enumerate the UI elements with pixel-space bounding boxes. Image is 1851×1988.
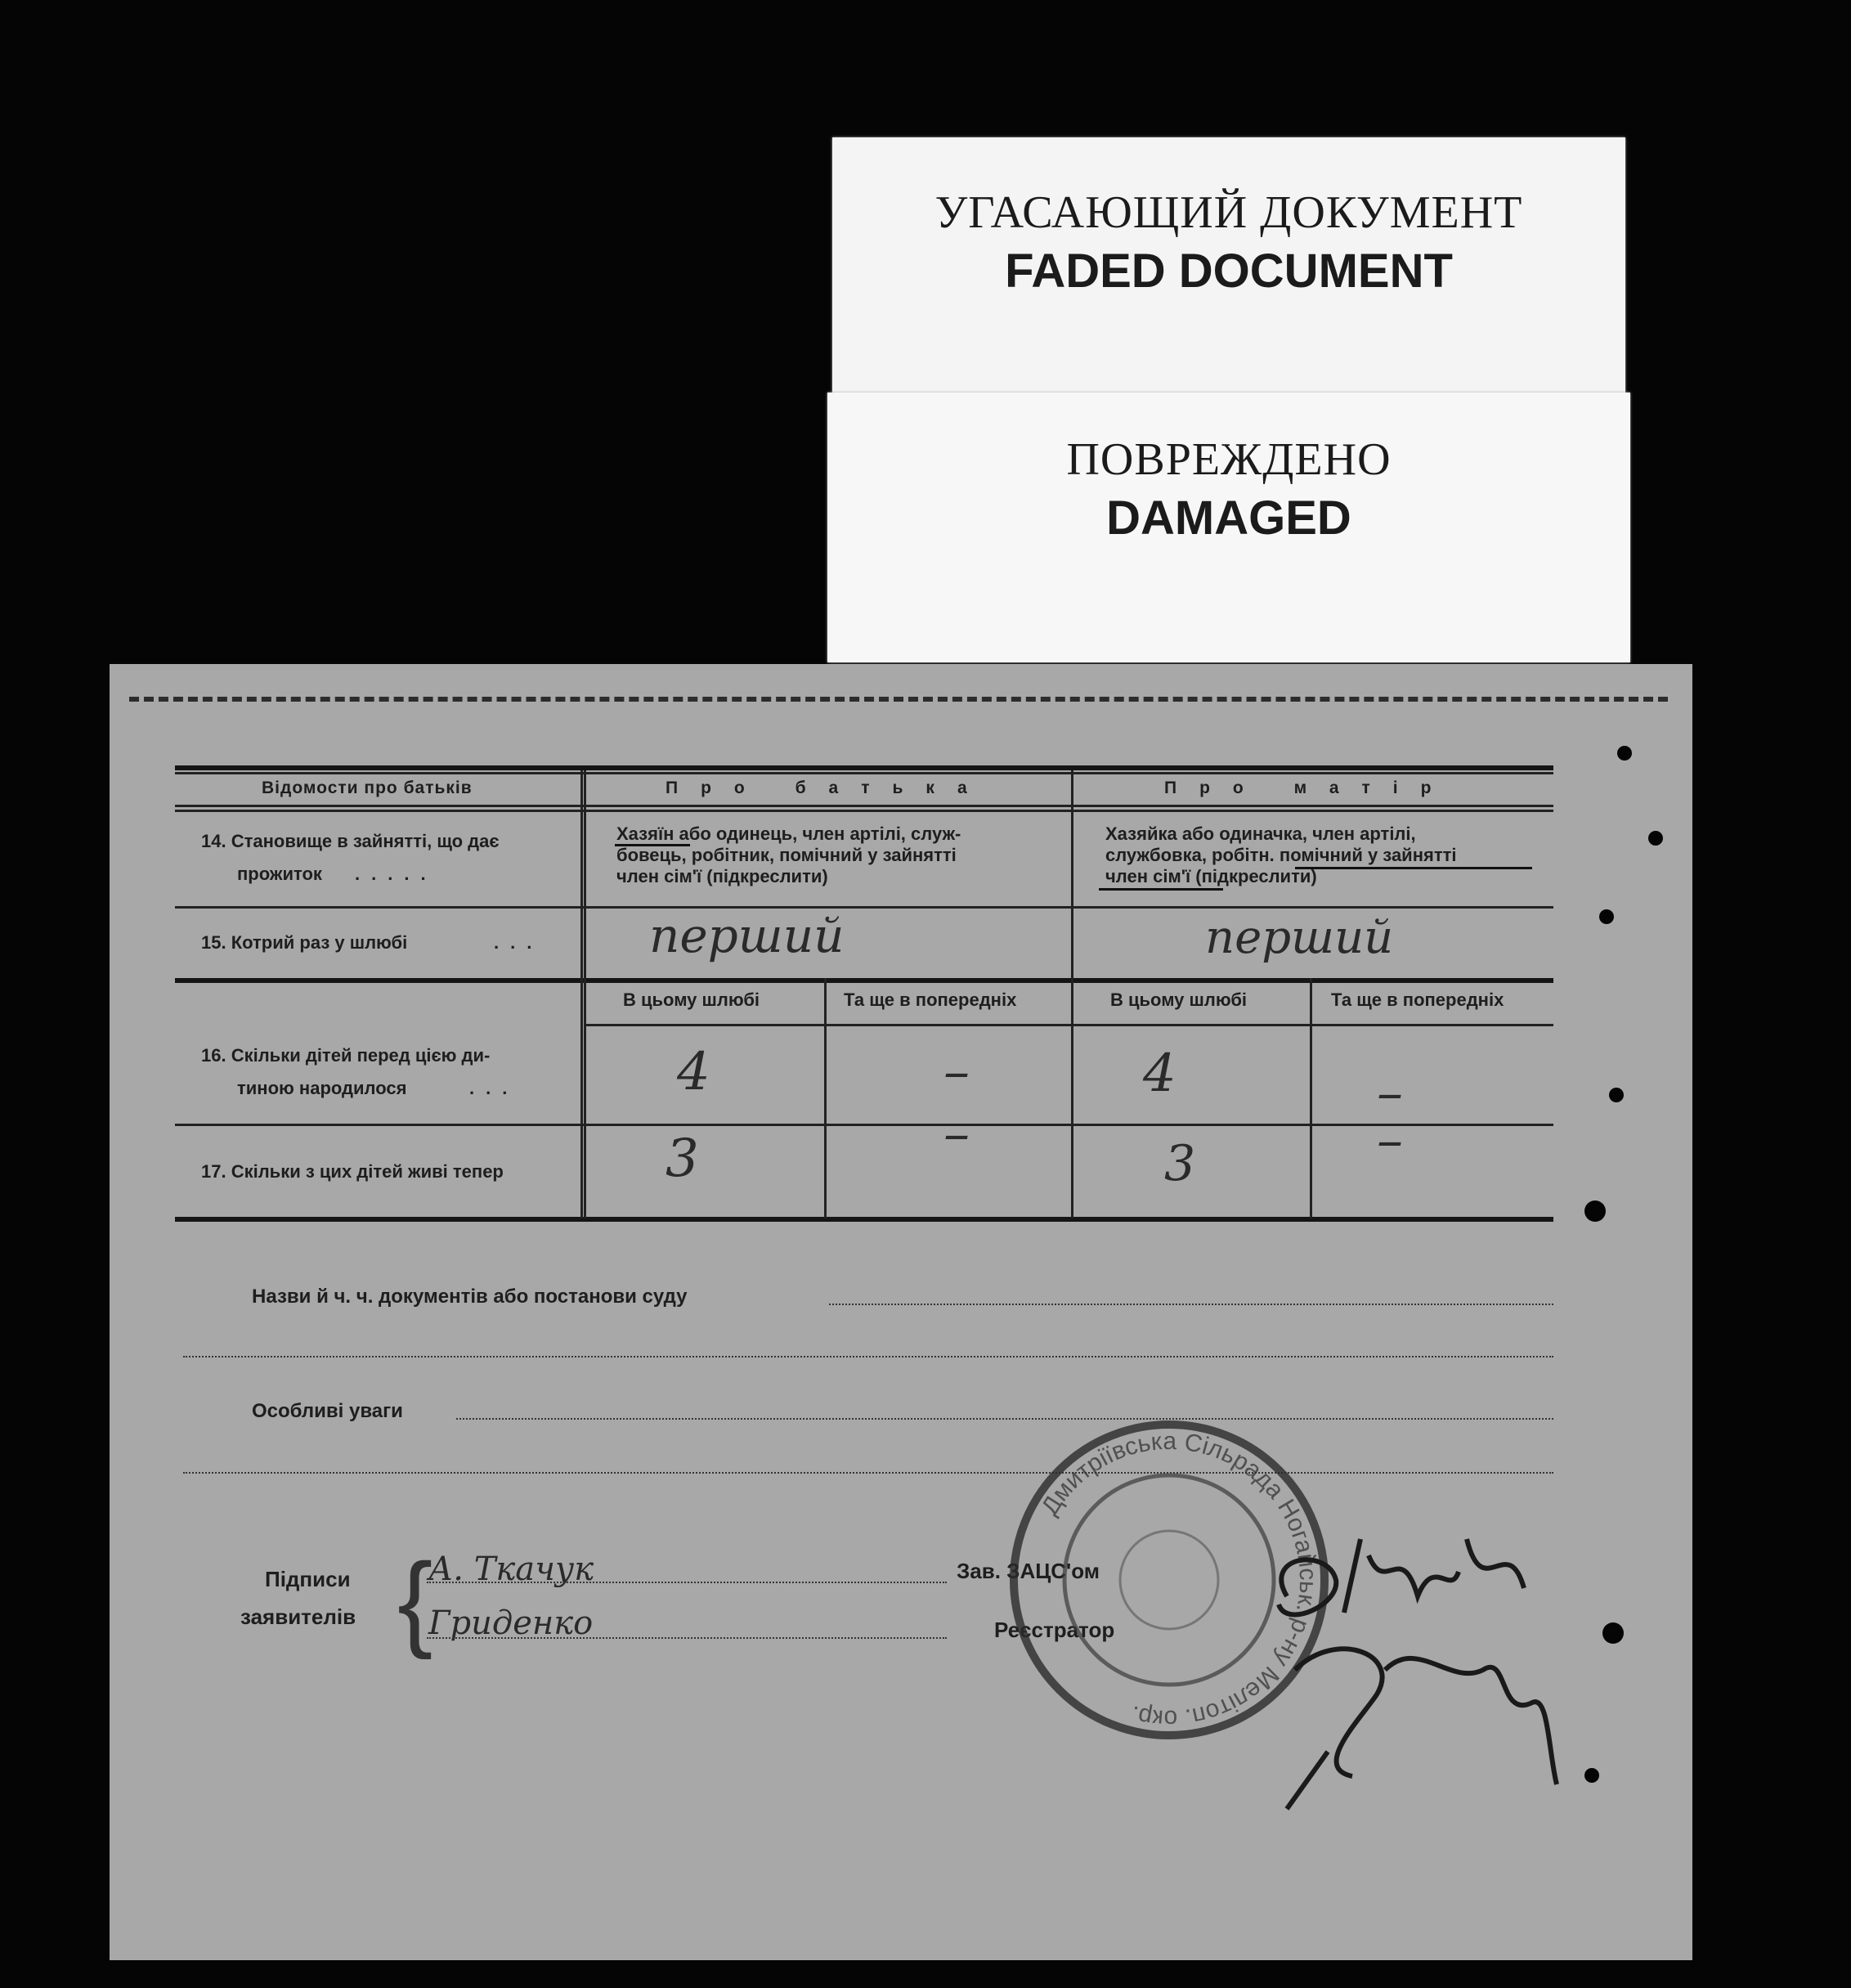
faded-document-card — [832, 137, 1625, 407]
faded-label-ru: УГАСАЮЩИЙ ДОКУМЕНТ — [934, 187, 1523, 238]
edge-hole — [1584, 1200, 1606, 1222]
header-parents-info: Відомости про батьків — [262, 779, 473, 797]
table-top-rule-2 — [175, 772, 1553, 774]
remarks-line-1 — [456, 1418, 1553, 1420]
row16-label-1: 16. Скільки дітей перед цією ди- — [201, 1045, 491, 1066]
documents-line-1 — [829, 1304, 1553, 1305]
signature-line-2 — [427, 1637, 947, 1639]
col-divider-1 — [580, 770, 583, 1218]
col-divider-3 — [1071, 770, 1073, 1218]
sub-father-this: В цьому шлюбі — [623, 990, 760, 1010]
header-rule-2 — [175, 810, 1553, 812]
edge-hole — [1599, 909, 1614, 924]
signature-brace: { — [397, 1541, 433, 1660]
row15-dots: ... — [494, 932, 544, 953]
row16-father-this: 4 — [677, 1042, 710, 1102]
row14-father-1: Хазяїн або одинець, член артілі, служ- — [616, 823, 961, 844]
col-divider-4 — [1310, 978, 1312, 1218]
mother-underline-2 — [1099, 888, 1223, 891]
subheader-rule — [584, 1024, 1553, 1026]
edge-hole — [1648, 831, 1663, 846]
row14-label-1: 14. Становище в зайнятті, що дає — [201, 831, 500, 851]
signatures-label-2: заявителів — [240, 1604, 356, 1629]
edge-hole — [1602, 1622, 1624, 1644]
mother-underline-1 — [1295, 867, 1532, 869]
official-signature — [1238, 1506, 1647, 1850]
sub-mother-this: В цьому шлюбі — [1110, 990, 1248, 1010]
signature-1: А. Ткачук — [428, 1550, 594, 1588]
table-top-rule — [175, 765, 1553, 770]
damaged-card — [827, 393, 1630, 662]
row17-label: 17. Скільки з цих дітей живі тепер — [201, 1161, 504, 1182]
header-rule — [175, 805, 1553, 807]
row17-mother-this: 3 — [1164, 1135, 1196, 1192]
row14-father-3: член сім'ї (підкреслити) — [616, 866, 828, 886]
head-label: Зав. ЗАЦС'ом — [957, 1559, 1100, 1583]
row16-mother-prev: – — [1377, 1063, 1403, 1124]
row15-mother-value: перший — [1205, 911, 1394, 964]
damaged-label-ru: ПОВРЕЖДЕНО — [1066, 434, 1392, 485]
row14-label-2: прожиток — [237, 864, 322, 884]
documents-label: Назви й ч. ч. документів або постанови суду — [252, 1286, 688, 1308]
perforation-line — [129, 697, 1668, 702]
faded-label-en: FADED DOCUMENT — [1005, 245, 1453, 298]
stamp-text: Дмитріївська Сільрада Ногайськ. р-ну Мелітоп. окр. — [1036, 1427, 1322, 1733]
row16-father-prev: – — [943, 1042, 970, 1102]
header-father: Про батька — [666, 779, 990, 797]
row17-father-this: 3 — [666, 1129, 699, 1189]
row14-father-2: бовець, робітник, помічний у зайнятті — [616, 845, 957, 865]
row15-rule — [175, 978, 1553, 983]
row15-label: 15. Котрий раз у шлюбі — [201, 932, 408, 953]
col-divider-1b — [584, 770, 586, 1218]
table-bottom-rule — [175, 1217, 1553, 1222]
edge-hole — [1617, 746, 1632, 761]
damaged-label-en: DAMAGED — [1106, 491, 1351, 545]
documents-line-2 — [183, 1356, 1553, 1357]
signatures-label-1: Підписи — [265, 1567, 351, 1591]
row14-dots: ..... — [355, 864, 437, 884]
header-mother: Про матір — [1164, 779, 1454, 797]
row16-dots: ... — [469, 1078, 519, 1098]
row16-mother-this: 4 — [1143, 1043, 1176, 1104]
col-divider-2 — [824, 978, 827, 1218]
document-sheet — [110, 664, 1692, 1960]
father-underline — [615, 844, 690, 846]
row14-mother-1: Хазяйка або одиначка, член артілі, — [1105, 823, 1416, 844]
row17-father-prev: – — [943, 1104, 970, 1165]
signature-2: Гриденко — [428, 1604, 594, 1642]
edge-hole — [1584, 1768, 1599, 1783]
sub-father-prev: Та ще в попередніх — [844, 990, 1017, 1010]
remarks-label: Особливі уваги — [252, 1400, 403, 1422]
registrar-label: Реєстратор — [994, 1618, 1115, 1642]
row16-rule — [175, 1124, 1553, 1126]
row14-mother-2: службовка, робітн. помічний у зайнятті — [1105, 845, 1457, 865]
signature-line-1 — [427, 1582, 947, 1583]
row15-father-value: перший — [649, 908, 845, 963]
row17-mother-prev: – — [1377, 1111, 1403, 1171]
row14-rule — [175, 906, 1553, 909]
remarks-line-2 — [183, 1472, 1553, 1474]
row14-mother-3: член сім'ї (підкреслити) — [1105, 866, 1317, 886]
edge-hole — [1609, 1088, 1624, 1102]
sub-mother-prev: Та ще в попередніх — [1331, 990, 1504, 1010]
row16-label-2: тиною народилося — [237, 1078, 407, 1098]
